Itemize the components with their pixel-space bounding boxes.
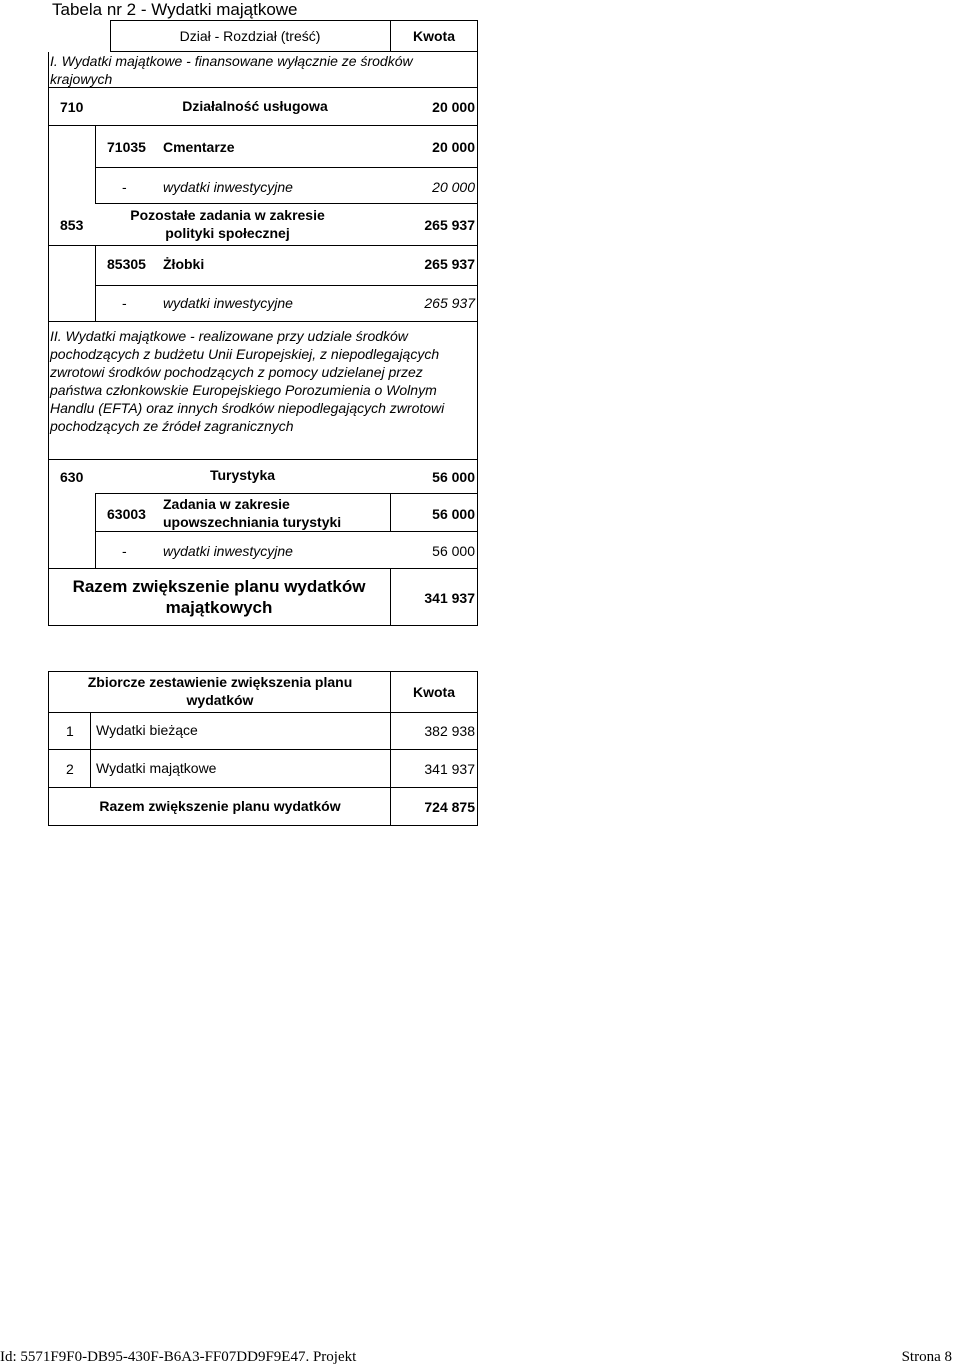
row-code: 63003 bbox=[107, 506, 146, 522]
row-amount: 56 000 bbox=[432, 543, 475, 559]
row-amount: 56 000 bbox=[432, 506, 475, 522]
row-label: Cmentarze bbox=[163, 139, 235, 155]
row-amount: 20 000 bbox=[432, 139, 475, 155]
row-label: Działalność usługowa bbox=[182, 98, 328, 114]
total-amount: 724 875 bbox=[424, 799, 475, 815]
row-amount: 265 937 bbox=[424, 217, 475, 233]
header-dzial: Dział - Rozdział (treść) bbox=[179, 28, 321, 44]
row-code: 630 bbox=[60, 469, 84, 485]
row-label: Zadania w zakresie upowszechniania turystyki bbox=[163, 496, 342, 530]
row-code: - bbox=[122, 179, 127, 195]
total-label: Razem zwiększenie planu wydatków bbox=[99, 798, 341, 814]
row-label: Żłobki bbox=[163, 256, 205, 272]
row-label: wydatki inwestycyjne bbox=[163, 543, 293, 559]
row-label: wydatki inwestycyjne bbox=[163, 179, 293, 195]
row-code: 85305 bbox=[107, 256, 146, 272]
section-2-title: II. Wydatki majątkowe - realizowane przy udziale środków pochodzących z budżetu Unii Europejskiej, z niepodlegających zwrotowi środków pochodzących z pomocy udzielanej przez państwa członkowskie Europejskiego Porozumienia o Wolnym Handlu (EFTA) oraz innych środków niepodlegających zwrotowi pochodzących ze źródeł zagranicznych bbox=[50, 328, 445, 434]
table2-header-kwota: Kwota bbox=[413, 684, 455, 700]
row-number: 1 bbox=[66, 723, 74, 739]
row-label: Turystyka bbox=[209, 467, 276, 483]
footer-document-id: Id: 5571F9F0-DB95-430F-B6A3-FF07DD9F9E47. Projekt bbox=[0, 1349, 357, 1365]
row-code: 710 bbox=[60, 99, 84, 115]
header-kwota: Kwota bbox=[413, 28, 455, 44]
row-amount: 20 000 bbox=[432, 99, 475, 115]
row-label: wydatki inwestycyjne bbox=[163, 295, 293, 311]
row-label: Wydatki bieżące bbox=[96, 722, 198, 738]
row-amount: 382 938 bbox=[424, 723, 475, 739]
row-amount: 20 000 bbox=[432, 179, 475, 195]
footer-page-number: Strona 8 bbox=[901, 1349, 952, 1365]
row-code: 853 bbox=[60, 217, 84, 233]
row-number: 2 bbox=[66, 761, 74, 777]
section-1-title: I. Wydatki majątkowe - finansowane wyłącznie ze środków krajowych bbox=[50, 53, 413, 87]
total-amount: 341 937 bbox=[424, 590, 475, 606]
row-amount: 265 937 bbox=[424, 256, 475, 272]
row-amount: 56 000 bbox=[432, 469, 475, 485]
document-title: Tabela nr 2 - Wydatki majątkowe bbox=[52, 0, 298, 19]
total-label: Razem zwiększenie planu wydatków majątkowych bbox=[72, 577, 366, 617]
row-code: - bbox=[122, 295, 127, 311]
table2-header-label: Zbiorcze zestawienie zwiększenia planu wydatków bbox=[87, 674, 353, 708]
row-label: Wydatki majątkowe bbox=[96, 760, 217, 776]
row-amount: 341 937 bbox=[424, 761, 475, 777]
row-code: 71035 bbox=[107, 139, 146, 155]
row-label: Pozostałe zadania w zakresie polityki społecznej bbox=[130, 207, 325, 241]
row-code: - bbox=[122, 543, 127, 559]
row-amount: 265 937 bbox=[424, 295, 475, 311]
